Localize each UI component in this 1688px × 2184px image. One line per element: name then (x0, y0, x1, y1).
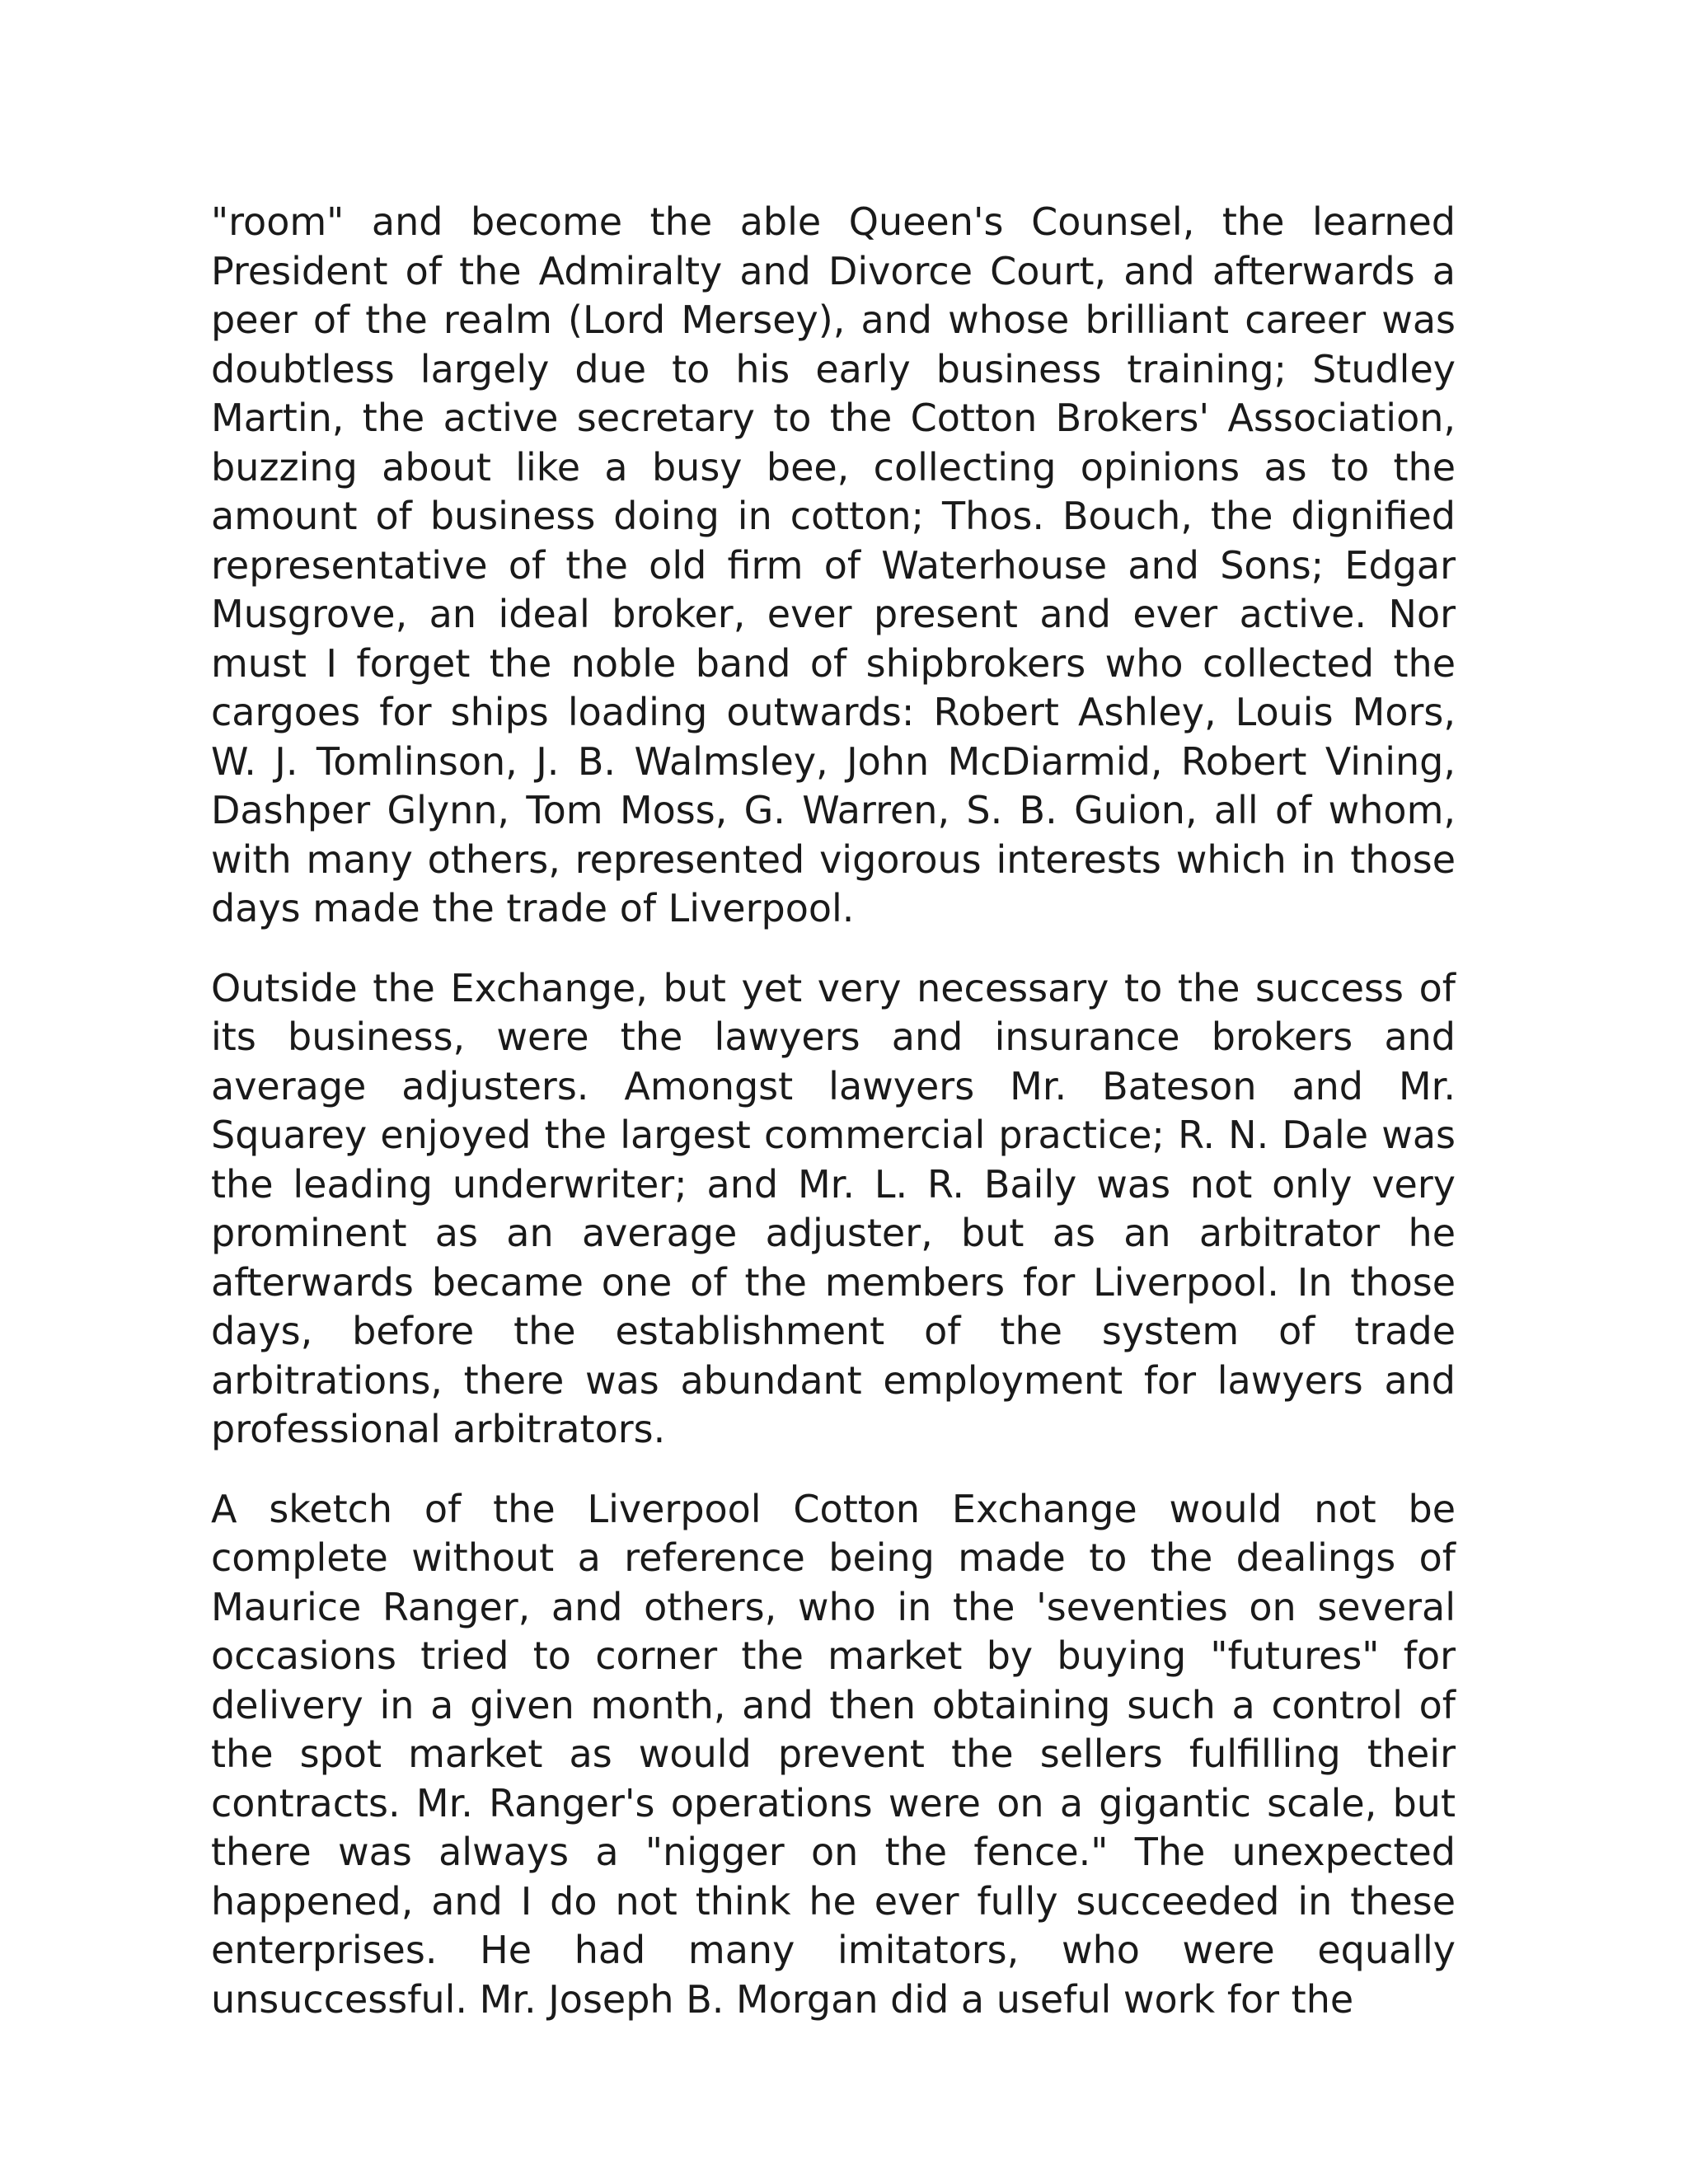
document-page (211, 198, 1456, 2055)
paragraph: Outside the Exchange, but yet very necessary to the success of its business, were the lawyers and insurance brokers and average adjusters. Amongst lawyers Mr. Bateson and Mr. Squarey enjoyed the largest commercial practice; R. N. Dale was the leading underwriter; and Mr. L. R. Baily was not only very prominent as an average adjuster, but as an arbitrator he afterwards became one of the members for Liverpool. In those days, before the establishment of the system of trade arbitrations, there was abundant employment for lawyers and professional arbitrators. (211, 965, 1456, 1451)
paragraph: A sketch of the Liverpool Cotton Exchange would not be complete without a reference being made to the dealings of Maurice Ranger, and others, who in the 'seventies on several occasions tried to corner the market by buying "futures" for delivery in a given month, and then obtaining such a control of the spot market as would prevent the sellers fulfilling their contracts. Mr. Ranger's operations were on a gigantic scale, but there was always a "nigger on the fence." The unexpected happened, and I do not think he ever fully succeeded in these enterprises. He had many imitators, who were equally unsuccessful. Mr. Joseph B. Morgan did a useful work for the (211, 1486, 1456, 2022)
paragraph: "room" and become the able Queen's Counsel, the learned President of the Admiralty and Divorce Court, and afterwards a peer of the realm (Lord Mersey), and whose brilliant career was doubtless largely due to his early business training; Studley Martin, the active secretary to the Cotton Brokers' Association, buzzing about like a busy bee, collecting opinions as to the amount of business doing in cotton; Thos. Bouch, the dignified representative of the old firm of Waterhouse and Sons; Edgar Musgrove, an ideal broker, ever present and ever active. Nor must I forget the noble band of shipbrokers who collected the cargoes for ships loading outwards: Robert Ashley, Louis Mors, W. J. Tomlinson, J. B. Walmsley, John McDiarmid, Robert Vining, Dashper Glynn, Tom Moss, G. Warren, S. B. Guion, all of whom, with many others, represented vigorous interests which in those days made the trade of Liverpool. (211, 199, 1456, 930)
